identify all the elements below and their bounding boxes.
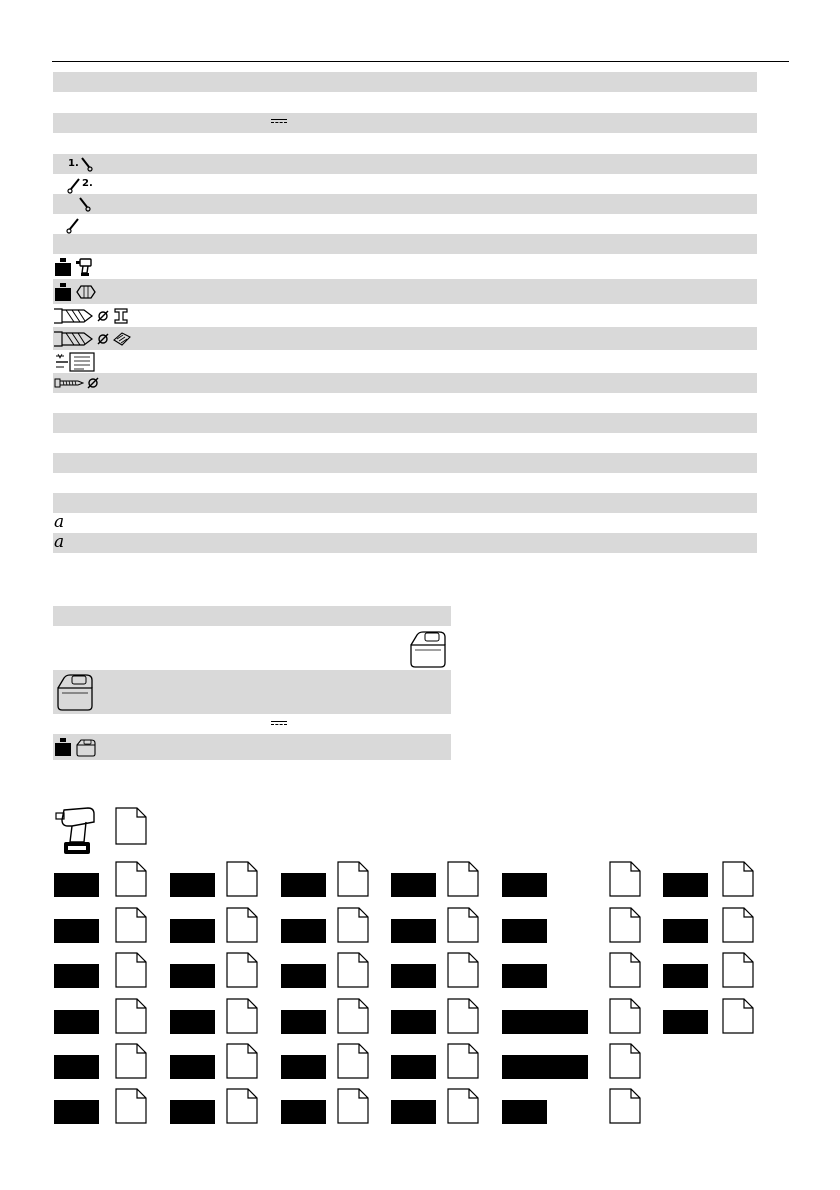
article-number-block (391, 873, 436, 897)
blank-page-icon (115, 907, 147, 943)
blank-page-icon (447, 1088, 479, 1124)
article-number-block (663, 1010, 708, 1034)
blank-page-icon (337, 907, 369, 943)
article-number-block (502, 1100, 547, 1124)
article-number-block (391, 919, 436, 943)
table-row (53, 350, 757, 373)
blank-page-icon (226, 998, 258, 1034)
weighted-a-symbol: a (54, 531, 65, 552)
blank-page-icon (722, 907, 754, 943)
article-number-block (663, 919, 708, 943)
table-row (53, 734, 451, 760)
gear-1-icon (68, 155, 98, 173)
gear-2-icon (66, 215, 80, 234)
article-number-block (281, 873, 326, 897)
table-row (53, 373, 757, 393)
table-row (53, 626, 451, 670)
weight-battery-cell (53, 737, 97, 757)
article-number-block (502, 873, 547, 897)
blank-page-icon (337, 861, 369, 897)
article-number-block (502, 919, 547, 943)
blank-page-icon (337, 1043, 369, 1079)
article-number-block (281, 1100, 326, 1124)
article-number-block (54, 964, 99, 988)
table-row (53, 174, 757, 194)
blank-page-icon (226, 1043, 258, 1079)
gear-2-icon (67, 175, 101, 194)
diameter-symbol (87, 377, 99, 389)
table-row (53, 493, 757, 513)
blank-page-icon (115, 861, 147, 897)
table-row (53, 533, 757, 553)
article-number-block (502, 1010, 588, 1034)
drill-bit-icon (54, 307, 94, 325)
article-number-block (502, 964, 547, 988)
weight-drill-cell (53, 257, 95, 277)
table-row (53, 154, 757, 174)
table-row (53, 133, 757, 154)
article-number-block (170, 1055, 215, 1079)
svg-text:1.: 1. (68, 158, 79, 169)
blank-page-icon (115, 1088, 147, 1124)
blank-page-icon (609, 952, 641, 988)
blank-page-icon (447, 998, 479, 1034)
table-row (53, 327, 757, 350)
cordless-drill-icon (54, 804, 100, 858)
blank-page-icon (447, 907, 479, 943)
article-number-block (281, 919, 326, 943)
article-number-block (54, 1055, 99, 1079)
blank-page-icon (337, 952, 369, 988)
svg-text:2.: 2. (82, 178, 93, 189)
screw-icon (54, 377, 84, 389)
diameter-symbol (97, 333, 109, 345)
diameter-symbol (97, 310, 109, 322)
blank-page-icon (609, 1088, 641, 1124)
table-row (53, 92, 757, 113)
blank-page-icon (115, 998, 147, 1034)
article-number-block (170, 919, 215, 943)
table-row (53, 279, 757, 304)
wood-diameter-cell (53, 330, 132, 348)
screw-diameter-cell (53, 377, 99, 389)
article-number-block (170, 873, 215, 897)
table-row (53, 606, 451, 626)
gear-1-icon (78, 195, 92, 213)
article-number-block (170, 1010, 215, 1034)
table-row (53, 234, 757, 254)
wood-drill-bit-icon (54, 330, 94, 348)
blank-page-icon (115, 807, 147, 845)
table-row (53, 670, 451, 714)
article-number-block (663, 873, 708, 897)
weight-icon (54, 282, 72, 302)
blank-page-icon (115, 1043, 147, 1079)
blank-page-icon (226, 907, 258, 943)
blank-page-icon (447, 861, 479, 897)
cordless-drill-icon (75, 257, 95, 277)
battery-pack-icon (75, 737, 97, 757)
table-row (53, 72, 757, 92)
blank-page-icon (337, 1088, 369, 1124)
table-row (53, 433, 757, 453)
table-row (53, 393, 757, 413)
wood-icon (112, 330, 132, 348)
technical-data-table (53, 72, 757, 553)
article-number-block (391, 1055, 436, 1079)
blank-page-icon (609, 861, 641, 897)
blank-page-icon (722, 998, 754, 1034)
header-rule (52, 61, 789, 62)
article-number-block (281, 1010, 326, 1034)
battery-data-table (53, 606, 451, 760)
weight-icon (54, 257, 72, 277)
article-number-block (170, 1100, 215, 1124)
blank-page-icon (609, 907, 641, 943)
chuck-icon (75, 283, 97, 301)
blank-page-icon (226, 1088, 258, 1124)
torque-cell (53, 352, 96, 372)
battery-pack-icon (407, 629, 449, 669)
blank-page-icon (226, 861, 258, 897)
table-row (53, 304, 757, 327)
article-number-block (663, 964, 708, 988)
blank-page-icon (722, 861, 754, 897)
table-row (53, 513, 757, 533)
article-number-block (391, 1010, 436, 1034)
table-row (53, 473, 757, 493)
blank-page-icon (447, 1043, 479, 1079)
weighted-a-symbol: a (54, 511, 65, 532)
article-number-block (391, 1100, 436, 1124)
dc-voltage-symbol (271, 721, 287, 726)
blank-page-icon (609, 1043, 641, 1079)
article-number-block (281, 1055, 326, 1079)
article-number-block (170, 964, 215, 988)
article-number-block (54, 873, 99, 897)
table-row (53, 453, 757, 473)
torque-scale-icon (54, 352, 96, 372)
article-number-block (391, 964, 436, 988)
table-row (53, 194, 757, 214)
blank-page-icon (115, 952, 147, 988)
article-number-block (502, 1055, 588, 1079)
blank-page-icon (226, 952, 258, 988)
table-row (53, 113, 757, 133)
table-row (53, 214, 757, 234)
dc-voltage-symbol (271, 119, 287, 124)
blank-page-icon (609, 998, 641, 1034)
battery-pack-icon (54, 672, 96, 712)
article-number-block (54, 1100, 99, 1124)
article-number-block (281, 964, 326, 988)
table-row (53, 714, 451, 734)
steel-diameter-cell (53, 307, 130, 325)
steel-beam-icon (112, 307, 130, 325)
table-row (53, 413, 757, 433)
blank-page-icon (337, 998, 369, 1034)
weight-chuck-cell (53, 282, 97, 302)
weight-icon (54, 737, 72, 757)
blank-page-icon (447, 952, 479, 988)
table-row (53, 254, 757, 279)
article-number-block (54, 1010, 99, 1034)
article-number-block (54, 919, 99, 943)
blank-page-icon (722, 952, 754, 988)
